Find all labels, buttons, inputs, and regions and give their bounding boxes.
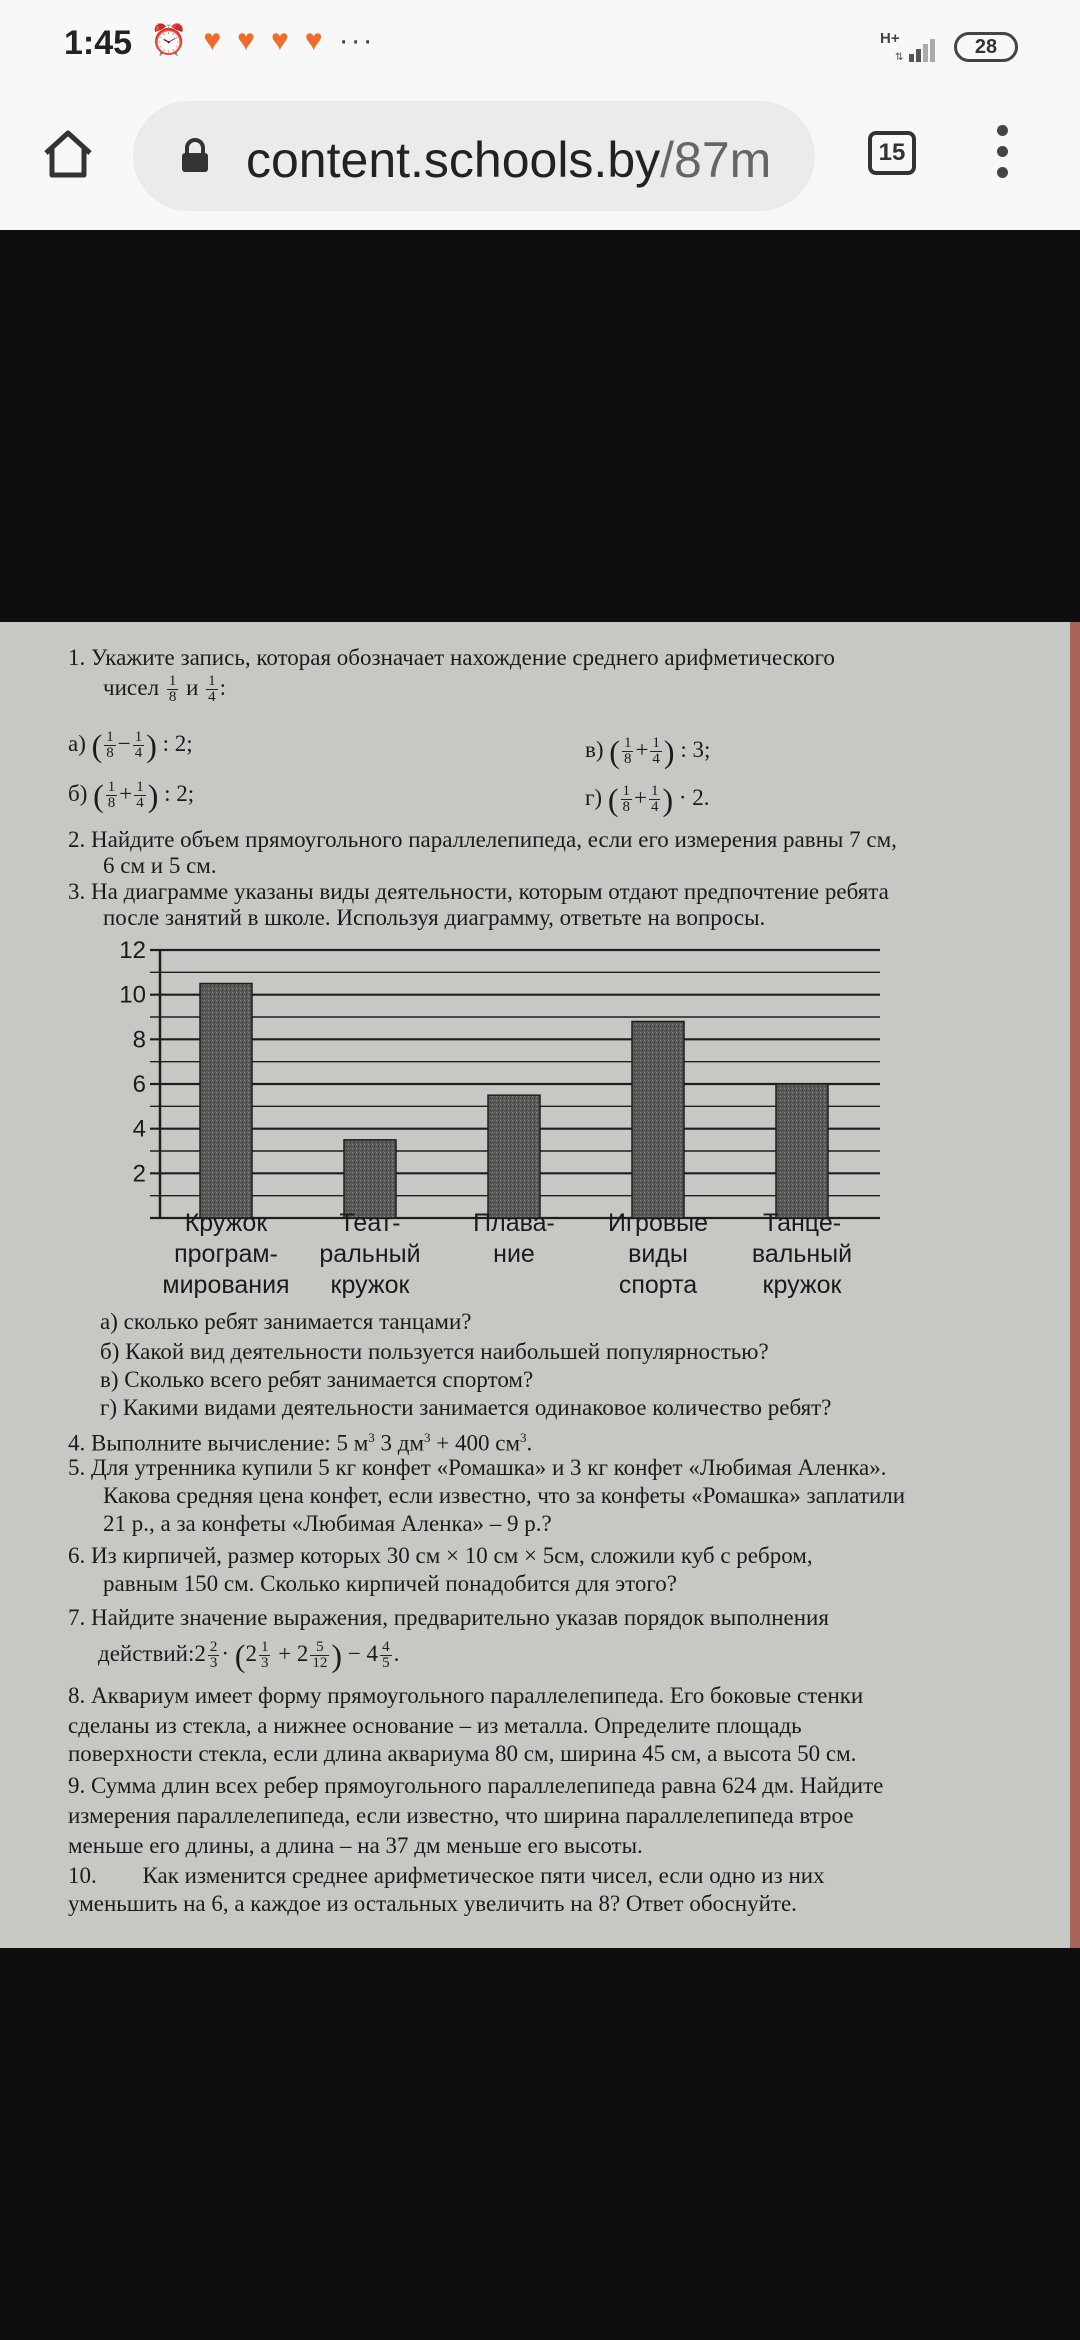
question-9-line3: меньше его длины, а длина – на 37 дм меньше его высоты.	[68, 1833, 643, 1858]
svg-text:⇅: ⇅	[895, 52, 904, 62]
tab-switcher-icon[interactable]: 15	[868, 131, 916, 175]
fraction: $\frac{1}{4}$	[208, 673, 216, 706]
status-bar	[0, 0, 1080, 95]
activity-bar-chart	[100, 940, 900, 1220]
question-number: 4.	[68, 1430, 86, 1456]
category-label-line: Плава-	[473, 1209, 555, 1237]
option-text: : 2;	[164, 781, 195, 806]
y-tick-label: 2	[132, 1160, 146, 1188]
category-label	[434, 1208, 594, 1270]
question-number: 6.	[68, 1543, 86, 1568]
y-tick-label: 10	[119, 981, 146, 1009]
question-number: 5.	[68, 1455, 86, 1480]
category-label	[578, 1208, 738, 1301]
heart-app-icon: ♥	[304, 24, 323, 57]
question-3	[68, 878, 889, 906]
text-part: .	[393, 1641, 400, 1666]
y-tick-label: 4	[132, 1115, 146, 1143]
number: + 2	[272, 1641, 309, 1666]
home-icon[interactable]	[40, 125, 96, 181]
question-5-line2: Какова средняя цена конфет, если известно, что за конфеты «Ромашка» заплатили	[103, 1483, 906, 1508]
question-text: Укажите запись, которая обозначает нахождение среднего арифметического	[91, 645, 835, 670]
category-label-line: кружок	[330, 1271, 410, 1299]
y-tick-label: 12	[119, 940, 146, 964]
question-text: Найдите значение выражения, предварительно указав порядок выполнения	[91, 1605, 829, 1630]
question-text: .	[526, 1430, 533, 1456]
category-label	[290, 1208, 450, 1301]
category-label-line: кружок	[762, 1271, 842, 1299]
option-label: б)	[68, 781, 88, 806]
number: 2	[245, 1641, 257, 1666]
document-photo	[0, 622, 1080, 1948]
option-label: в)	[585, 737, 604, 762]
question-number: 1.	[68, 645, 86, 670]
question-text: Найдите объем прямоугольного параллелепипеда, если его измерения равны 7 см,	[91, 827, 897, 852]
category-label-line: вальный	[751, 1240, 853, 1268]
superscript: 3	[368, 1430, 375, 1445]
browser-toolbar	[0, 95, 1080, 230]
heart-app-icon: ♥	[270, 24, 289, 57]
category-label-line: Кружок	[184, 1209, 268, 1237]
question-number: 7.	[68, 1605, 86, 1630]
question-text: Из кирпичей, размер которых 30 см × 10 см × 5см, сложили куб с ребром,	[91, 1543, 813, 1568]
question-8-line2: сделаны из стекла, а нижнее основание – из металла. Определите площадь	[68, 1713, 802, 1738]
fraction: $\frac{4}{5}$	[382, 1639, 390, 1672]
question-number: 2.	[68, 827, 86, 852]
question-8-line3: поверхности стекла, если длина аквариума 80 см, ширина 45 см, а высота 50 см.	[68, 1741, 857, 1766]
text-part: :	[219, 675, 227, 700]
category-label	[722, 1208, 882, 1301]
question-5-line3: 21 р., а за конфеты «Любимая Аленка» – 9 р.?	[103, 1511, 552, 1536]
category-label-line: Танце-	[762, 1209, 842, 1237]
question-7-line2: действий:2 $\frac{2}{3}$ · (2 $\frac{1}{3}$ + 2 $\frac{5}{12}$ ) − 4 $\frac{4}{5}$ .	[98, 1637, 400, 1674]
network-type: H+	[880, 30, 900, 47]
signal-icon	[895, 38, 937, 62]
superscript: 3	[424, 1430, 431, 1445]
question-7	[68, 1604, 829, 1632]
category-label-line: Теат-	[339, 1209, 401, 1237]
option-label: г)	[585, 785, 603, 810]
question-2	[68, 826, 897, 854]
question-6-line2: равным 150 см. Сколько кирпичей понадобится для этого?	[103, 1571, 677, 1596]
question-4	[68, 1424, 532, 1458]
page-edge	[1070, 622, 1080, 1948]
category-label-line: ральный	[319, 1240, 421, 1268]
option-v: в) ( $\frac{1}{8}$ + $\frac{1}{4}$ ) : 3;	[585, 733, 711, 770]
heart-app-icon: ♥	[237, 24, 255, 57]
category-label-line: спорта	[618, 1271, 698, 1299]
option-a: а) ( $\frac{1}{8}$ − $\frac{1}{4}$ ) : 2;	[68, 727, 193, 764]
url-path: /87m	[660, 132, 772, 188]
chart-bar	[200, 984, 252, 1219]
option-g: г) ( $\frac{1}{8}$ + $\frac{1}{4}$ ) · 2.	[585, 781, 710, 818]
question-8: 8. Аквариум имеет форму прямоугольного параллелепипеда. Его боковые стенки	[68, 1683, 864, 1708]
y-tick-label: 6	[132, 1071, 146, 1098]
option-label: а)	[68, 731, 86, 756]
sub-question-v: в) Сколько всего ребят занимается спортом?	[100, 1367, 534, 1392]
sub-question-g: г) Какими видами деятельности занимается одинаковое количество ребят?	[100, 1395, 832, 1420]
chart-bar	[344, 1140, 396, 1218]
question-9: 9. Сумма длин всех ребер прямоугольного параллелепипеда равна 624 дм. Найдите	[68, 1773, 884, 1798]
question-text: На диаграмме указаны виды деятельности, которым отдают предпочтение ребята	[91, 879, 889, 904]
question-text: действий:	[98, 1641, 195, 1666]
category-label-line: виды	[628, 1240, 688, 1268]
clock: 1:45	[64, 24, 133, 62]
option-b: б) ( $\frac{1}{8}$ + $\frac{1}{4}$ ) : 2;	[68, 777, 195, 814]
question-text: + 400 см	[430, 1430, 521, 1456]
url-text[interactable]	[246, 131, 771, 189]
question-9-line2: измерения параллелепипеда, если известно, что ширина параллелепипеда втрое	[68, 1803, 854, 1828]
category-label-line: програм-	[174, 1240, 278, 1268]
fraction: $\frac{1}{3}$	[260, 1639, 269, 1672]
url-domain: content.schools.by	[246, 132, 661, 188]
category-label-line: Игровые	[607, 1209, 709, 1237]
more-notifications-icon: ···	[338, 24, 375, 57]
address-bar[interactable]	[133, 101, 815, 211]
question-10	[68, 1862, 825, 1890]
question-5	[68, 1454, 886, 1482]
question-1	[68, 644, 835, 672]
sub-question-b: б) Какой вид деятельности пользуется наибольшей популярностью?	[100, 1339, 769, 1364]
fraction: $\frac{2}{3}$	[209, 1639, 218, 1672]
sub-question-a: а) сколько ребят занимается танцами?	[100, 1309, 472, 1334]
chart-bar	[776, 1084, 828, 1218]
category-label-line: ние	[493, 1240, 535, 1268]
question-3-line2: после занятий в школе. Используя диаграмму, ответьте на вопросы.	[103, 905, 766, 930]
question-text: Как изменится среднее арифметическое пяти чисел, если одно из них	[142, 1863, 825, 1888]
question-number: 10.	[68, 1863, 97, 1888]
question-1-line2	[103, 674, 226, 705]
question-text: Для утренника купили 5 кг конфет «Ромашка» и 3 кг конфет «Любимая Аленка».	[91, 1455, 887, 1480]
number: 2	[194, 1641, 206, 1666]
question-2-line2: 6 см и 5 см.	[103, 853, 217, 878]
y-tick-label: 8	[132, 1026, 146, 1054]
fraction: $\frac{5}{12}$	[312, 1639, 328, 1672]
category-label	[146, 1208, 306, 1301]
notification-icons	[150, 26, 375, 56]
fraction: $\frac{1}{8}$	[168, 673, 177, 706]
text-part: и	[186, 675, 199, 700]
question-text: 3 дм	[374, 1430, 425, 1456]
question-6	[68, 1542, 813, 1570]
option-text: : 3;	[680, 737, 711, 762]
lock-icon[interactable]	[177, 138, 213, 174]
option-text: · 2.	[678, 785, 710, 810]
superscript: 3	[520, 1430, 527, 1445]
option-text: : 2;	[162, 731, 193, 756]
question-number: 3.	[68, 879, 86, 904]
question-text: Выполните вычисление: 5 м	[91, 1430, 369, 1456]
number: − 4	[342, 1641, 379, 1666]
category-label-line: мирования	[162, 1271, 290, 1299]
question-10-line2: уменьшить на 6, а каждое из остальных увеличить на 8? Ответ обоснуйте.	[68, 1891, 797, 1916]
chart-bar	[488, 1095, 540, 1218]
heart-app-icon: ♥	[203, 24, 222, 57]
text-part: чисел	[103, 675, 160, 700]
battery-indicator: 28	[954, 32, 1018, 62]
overflow-menu-icon[interactable]	[992, 125, 1012, 185]
chart-bar	[632, 1021, 684, 1218]
alarm-icon: ⏰	[150, 24, 188, 57]
